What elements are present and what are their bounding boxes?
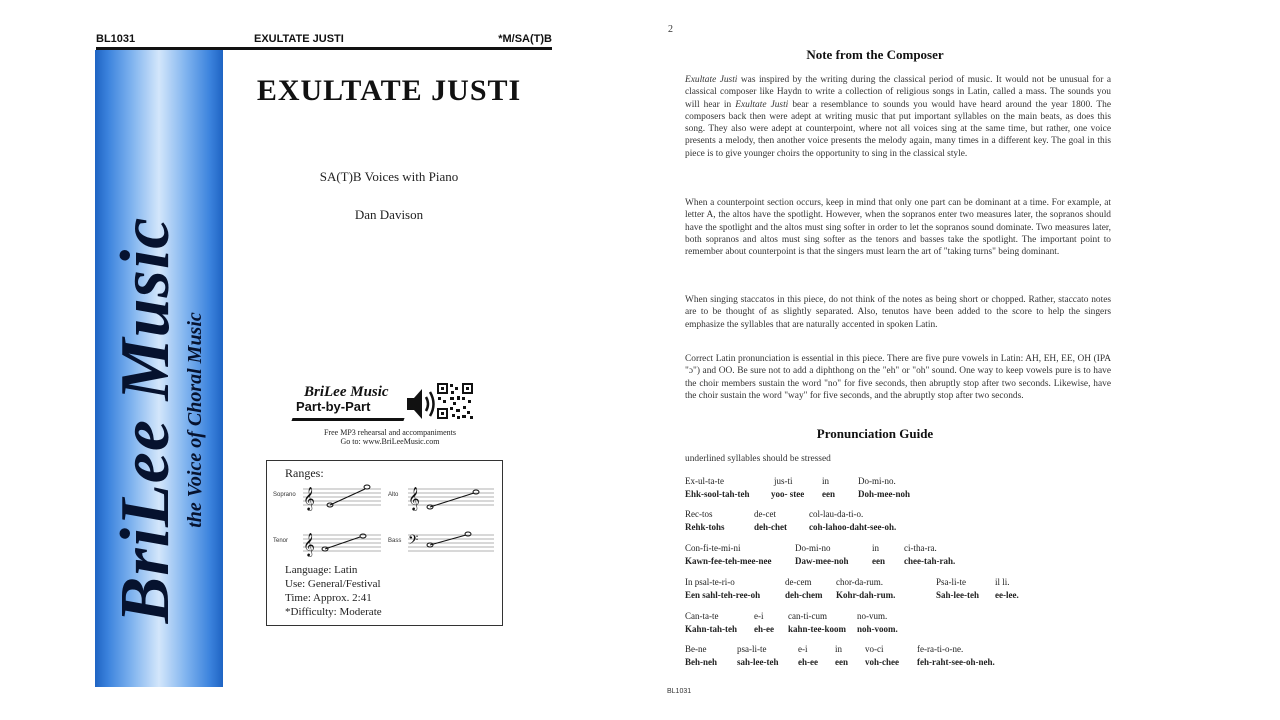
ranges-box — [266, 460, 503, 626]
phonetic-syllables: sah-lee-teh — [737, 657, 779, 667]
phonetic-syllables: Doh-mee-noh — [858, 489, 910, 499]
italic-title: Exultate Justi — [735, 99, 789, 110]
paragraph: Correct Latin pronunciation is essential in this piece. There are five pure vowels in Latin: AH, EH, EE, OH (IPA "ɔ") and OO. Be sure not to add a diphthong on the "eh" or "oh" sound. One way to keep vowels pure is to have the choir members sustain the word "no" for five seconds, then abruptly stop after two seconds. Likewise, have the choir sustain the word "way" for five seconds, and the abruptly stop after two seconds. — [685, 354, 1111, 401]
running-header — [96, 33, 552, 47]
latin-syllables: e-i — [798, 644, 808, 654]
use-line: Use: General/Festival — [285, 578, 381, 590]
phonetic-syllables: een — [872, 556, 885, 566]
phonetic-syllables: deh-chem — [785, 590, 823, 600]
svg-text:𝄢: 𝄢 — [408, 532, 419, 551]
phonetic-syllables: feh-raht-see-oh-neh. — [917, 657, 995, 667]
phonetic-syllables: ee-lee. — [995, 590, 1019, 600]
paragraph — [685, 74, 1111, 160]
phonetic-syllables: Rehk-tohs — [685, 522, 725, 532]
latin-syllables: no-vum. — [857, 611, 888, 621]
page-number: 2 — [668, 24, 673, 35]
qr-code-icon[interactable] — [436, 382, 474, 420]
phonetic-syllables: eh-ee — [798, 657, 818, 667]
pbp-name: Part-by-Part — [296, 399, 371, 414]
spine-text — [107, 216, 207, 624]
header-voicing: *M/SA(T)B — [498, 33, 552, 45]
latin-syllables: in — [835, 644, 843, 654]
header-title: EXULTATE JUSTI — [254, 33, 344, 45]
phonetic-syllables: Ehk-sool-tah-teh — [685, 489, 750, 499]
pbp-brand: BriLee Music — [304, 384, 389, 400]
treble-clef-icon — [275, 483, 385, 511]
latin-syllables: In psal-te-ri-o — [685, 577, 735, 587]
pbp-free-text: Free MP3 rehearsal and accompaniments — [324, 428, 456, 437]
latin-syllables: Rec-tos — [685, 509, 713, 519]
svg-text:𝄞: 𝄞 — [408, 486, 420, 510]
latin-syllables: Can-ta-te — [685, 611, 719, 621]
phonetic-syllables: chee-tah-rah. — [904, 556, 956, 566]
difficulty-line: *Difficulty: Moderate — [285, 606, 382, 618]
guide-note: underlined syllables should be stressed — [685, 454, 831, 464]
phonetic-syllables: Daw-mee-noh — [795, 556, 849, 566]
latin-syllables: Ex-ul-ta-te — [685, 476, 724, 486]
header-catalog-number: BL1031 — [96, 33, 136, 45]
phonetic-syllables: Kohr-dah-rum. — [836, 590, 896, 600]
latin-syllables: de-cet — [754, 509, 776, 519]
svg-text:𝄞: 𝄞 — [303, 486, 315, 510]
phonetic-syllables: kahn-tee-koom — [788, 624, 846, 634]
bass-clef-icon — [390, 529, 500, 557]
latin-syllables: fe-ra-ti-o-ne. — [917, 644, 964, 654]
phonetic-syllables: Kawn-fee-teh-mee-nee — [685, 556, 772, 566]
paragraph: When a counterpoint section occurs, keep in mind that only one part can be dominant at a time. For example, at letter A, the altos have the spotlight. However, when the sopranos enter two measures later, the sopranos should have the spotlight and the altos must sing softer in order to let the sopranos sound dominate. Two measures later, both sopranos and altos must sing softer as the tenors and basses take the spotlight. The important point to remember about counterpoint is that the singers must learn the art of "taking turns" being dominant. — [685, 198, 1111, 258]
latin-syllables: Con-fi-te-mi-ni — [685, 543, 741, 553]
latin-syllables: Do-mi-no — [795, 543, 831, 553]
spine-tagline: the Voice of Choral Music — [184, 312, 206, 528]
latin-syllables: in — [872, 543, 880, 553]
publisher-spine — [95, 50, 223, 687]
treble-clef-icon — [275, 529, 385, 557]
phonetic-syllables: een — [835, 657, 848, 667]
phonetic-syllables: Kahn-tah-teh — [685, 624, 738, 634]
composer-name: Dan Davison — [354, 207, 424, 222]
part-by-part-promo — [290, 380, 490, 450]
latin-syllables: de-cem — [785, 577, 812, 587]
soprano-range-staff — [275, 483, 385, 511]
staff-label: Bass — [388, 538, 402, 544]
phonetic-syllables: een — [822, 489, 835, 499]
cover-title: EXULTATE JUSTI — [256, 74, 522, 107]
latin-syllables: e-i — [754, 611, 764, 621]
phonetic-syllables: eh-ee — [754, 624, 774, 634]
time-line: Time: Approx. 2:41 — [285, 592, 372, 604]
phonetic-syllables: Een sahl-teh-ree-oh — [685, 590, 761, 600]
phonetic-syllables: yoo- stee — [771, 489, 805, 499]
paragraph-text: was inspired by the writing during the classical period of music. It would not be unusual for a classical composer like Haydn to write a collection of religious songs in Latin, called a mass. The sounds you will hear in — [685, 75, 1111, 110]
phonetic-syllables: voh-chee — [865, 657, 899, 667]
latin-syllables: ci-tha-ra. — [904, 543, 937, 553]
latin-syllables: psa-li-te — [737, 644, 767, 654]
spine-brand: BriLee Music — [107, 216, 184, 624]
phonetic-syllables: Sah-lee-teh — [936, 590, 979, 600]
paragraph-text: bear a resemblance to sounds you would have heard around the year 1800. The composers back then were adept at writing music that put important syllables on the main beats, as does this song. They also were adept at counterpoint, where not all voices sing at the same time, but rather, one voice presents a melody, then another voice presents the melody again, many times in a different key. The goal in this piece is to give younger choirs the opportunity to sing in the classical style. — [685, 99, 1111, 159]
staff-label: Alto — [388, 492, 399, 498]
svg-text:𝄞: 𝄞 — [303, 532, 315, 556]
phonetic-syllables: coh-lahoo-daht-see-oh. — [809, 522, 897, 532]
latin-syllables: Psa-li-te — [936, 577, 966, 587]
latin-syllables: Do-mi-no. — [858, 476, 896, 486]
latin-syllables: in — [822, 476, 830, 486]
latin-syllables: vo-ci — [865, 644, 884, 654]
staff-label: Soprano — [273, 492, 296, 498]
latin-syllables: can-ti-cum — [788, 611, 827, 621]
guide-title: Pronunciation Guide — [816, 426, 934, 441]
cover-subtitle: SA(T)B Voices with Piano — [319, 169, 459, 184]
italic-title: Exultate Justi — [685, 75, 738, 85]
phonetic-syllables: noh-voom. — [857, 624, 898, 634]
footer-catalog-number: BL1031 — [667, 688, 692, 695]
treble-clef-icon — [390, 483, 500, 511]
latin-syllables: chor-da-rum. — [836, 577, 884, 587]
pbp-goto-text: Go to: www.BriLeeMusic.com — [340, 437, 440, 446]
ranges-title: Ranges: — [285, 466, 324, 480]
latin-syllables: il li. — [995, 577, 1010, 587]
alto-range-staff — [390, 483, 500, 511]
tenor-range-staff — [275, 529, 385, 557]
latin-syllables: col-lau-da-ti-o. — [809, 509, 864, 519]
latin-syllables: Be-ne — [685, 644, 707, 654]
phonetic-syllables: deh-chet — [754, 522, 787, 532]
staff-label: Tenor — [273, 538, 289, 544]
speaker-icon — [405, 384, 437, 424]
bass-range-staff — [390, 529, 500, 557]
phonetic-syllables: Beh-neh — [685, 657, 718, 667]
note-title: Note from the Composer — [806, 47, 944, 62]
paragraph: When singing staccatos in this piece, do not think of the notes as being short or chopped. Rather, staccato notes are to be thought of as slightly separated. Also, tenutos have been added to the score to help the singers emphasize the syllables that are naturally accented in spoken Latin. — [685, 295, 1111, 330]
pbp-underline — [291, 418, 404, 421]
notes-page — [640, 0, 1280, 720]
latin-syllables: jus-ti — [774, 476, 793, 486]
language-line: Language: Latin — [285, 564, 358, 576]
